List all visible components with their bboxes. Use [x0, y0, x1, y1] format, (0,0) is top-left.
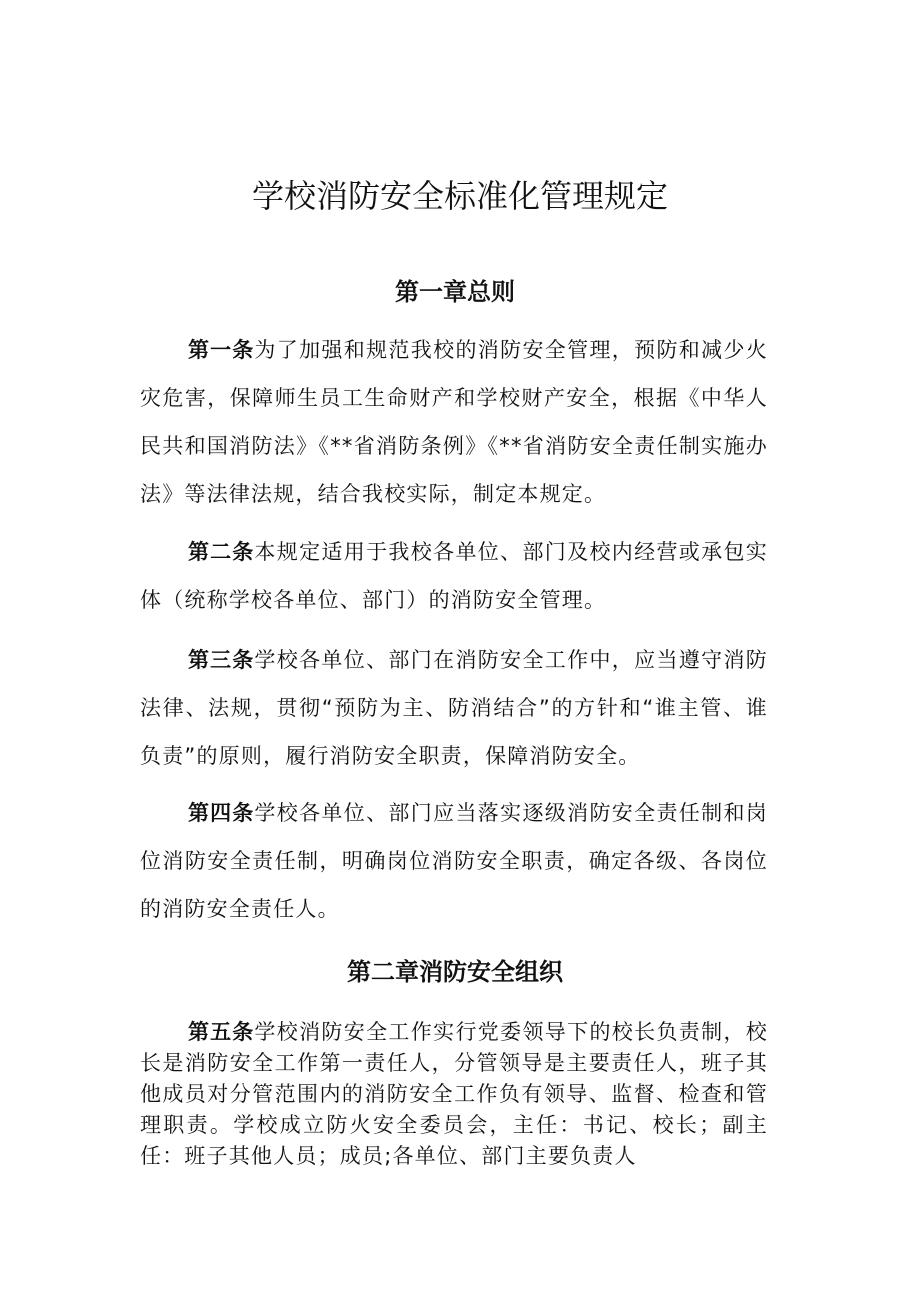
chapter-heading-1: 第一章总则	[395, 278, 515, 306]
article-label: 第三条	[188, 648, 255, 672]
article-label: 第四条	[188, 801, 255, 825]
article-text: 本规定适用于我校各单位、部门及校内经营或承包实体（统称学校各单位、部门）的消防安全管理。	[140, 540, 769, 612]
article-2	[140, 528, 768, 624]
article-text: 为了加强和规范我校的消防安全管理，预防和减少火灾危害，保障师生员工生命财产和学校财产安全，根据《中华人民共和国消防法》《**省消防条例》《**省消防安全责任制实施办法》等法律法规，结合我校实际，制定本规定。	[140, 338, 769, 506]
article-4	[140, 789, 768, 933]
article-label: 第二条	[188, 540, 255, 564]
article-text: 学校各单位、部门在消防安全工作中，应当遵守消防法律、法规，贯彻“预防为主、防消结合”的方针和“谁主管、谁负责”的原则，履行消防安全职责，保障消防安全。	[140, 648, 769, 768]
article-5	[140, 1017, 768, 1172]
article-1	[140, 326, 768, 518]
article-text: 学校各单位、部门应当落实逐级消防安全责任制和岗位消防安全责任制，明确岗位消防安全职责，确定各级、各岗位的消防安全责任人。	[140, 801, 769, 921]
article-3	[140, 636, 768, 780]
chapter-heading-2: 第二章消防安全组织	[347, 958, 563, 986]
article-label: 第一条	[188, 338, 255, 362]
document-title: 学校消防安全标准化管理规定	[251, 177, 668, 215]
article-text: 学校消防安全工作实行党委领导下的校长负责制，校长是消防安全工作第一责任人，分管领导是主要责任人，班子其他成员对分管范围内的消防安全工作负有领导、监督、检查和管理职责。学校成立防火安全委员会，主任：书记、校长；副主任：班子其他人员；成员;各单位、部门主要负责人	[140, 1020, 769, 1168]
article-label: 第五条	[188, 1020, 255, 1044]
